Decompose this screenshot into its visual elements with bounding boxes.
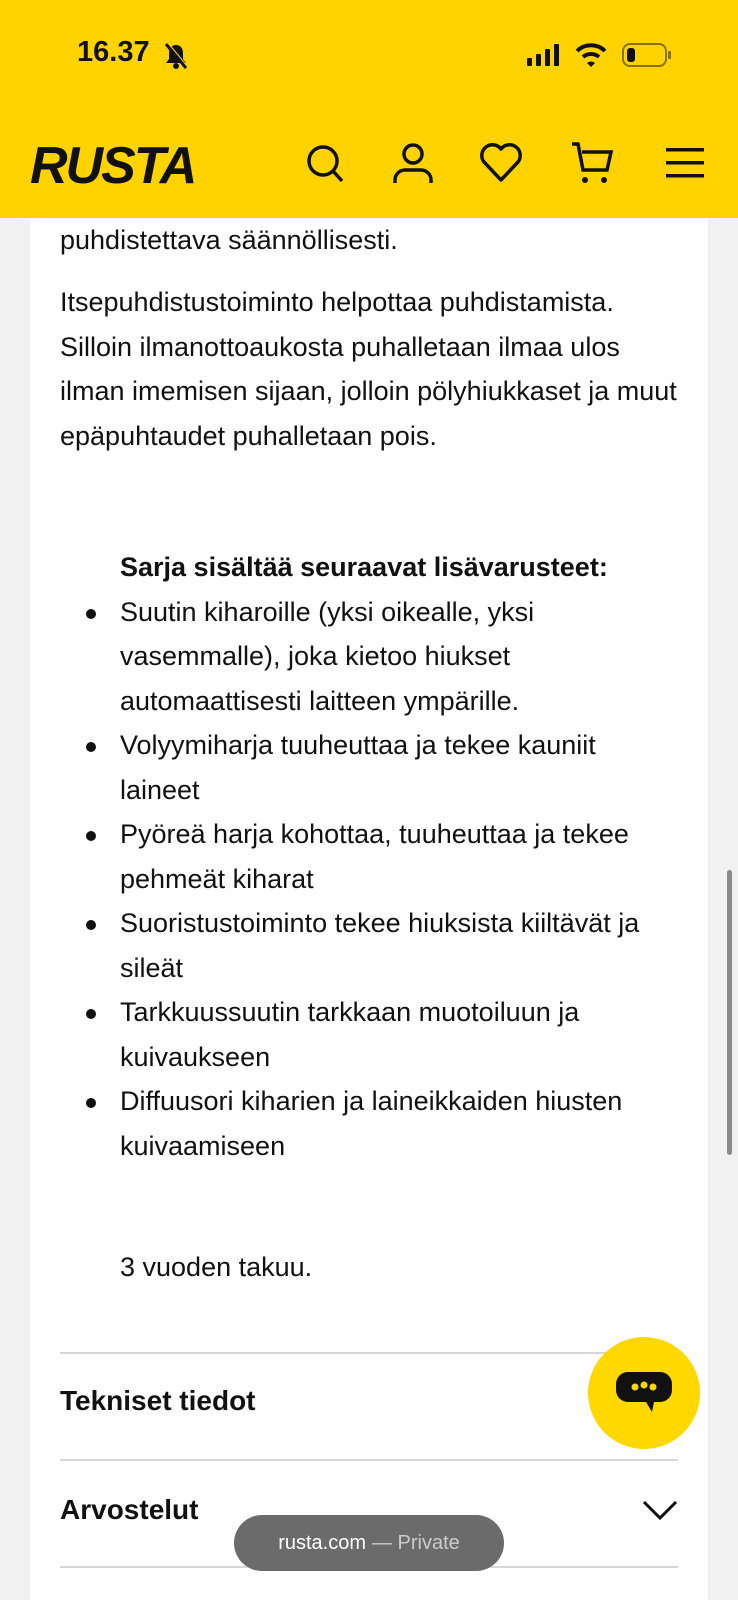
- battery-icon: [622, 42, 672, 68]
- chat-button[interactable]: [588, 1337, 700, 1449]
- accordion-label: Arvostelut: [60, 1494, 199, 1525]
- warranty-text: 3 vuoden takuu.: [120, 1252, 313, 1282]
- chevron-down-icon: [642, 1500, 678, 1522]
- bell-muted-icon: [163, 42, 189, 70]
- list-item: Volyymiharja tuuheuttaa ja tekee kauniit laineet: [60, 723, 680, 812]
- list-item: Pyöreä harja kohottaa, tuuheuttaa ja tekee pehmeät kiharat: [60, 812, 680, 901]
- list-item: Suoristustoiminto tekee hiuksista kiiltävät ja sileät: [60, 901, 680, 990]
- cart-icon[interactable]: [570, 140, 616, 186]
- status-time: 16.37: [77, 36, 150, 68]
- list-item: Suutin kiharoille (yksi oikealle, yksi vasemmalle), joka kietoo hiukset automaattisesti laitteen ympärille.: [60, 590, 680, 724]
- accessories-heading: Sarja sisältää seuraavat lisävarusteet:: [120, 552, 608, 582]
- accordion-label: Tekniset tiedot: [60, 1385, 256, 1416]
- private-mode-label: — Private: [372, 1531, 460, 1554]
- list-item: Diffuusori kiharien ja laineikkaiden hiusten kuivaamiseen: [60, 1079, 680, 1168]
- rusta-logo[interactable]: RUSTA: [30, 137, 196, 195]
- site-header: [0, 0, 738, 218]
- description-text-cut: puhdistettava säännöllisesti.: [60, 225, 398, 255]
- url-domain: rusta.com: [278, 1531, 366, 1554]
- accessories-list: [60, 545, 680, 1168]
- accordion-tekniset-tiedot[interactable]: [60, 1361, 678, 1441]
- divider: [60, 1352, 678, 1354]
- wifi-icon: [575, 42, 607, 68]
- signal-icon: [527, 44, 559, 66]
- browser-url-pill[interactable]: [234, 1515, 504, 1571]
- account-icon[interactable]: [390, 140, 436, 186]
- divider: [60, 1459, 678, 1461]
- list-item: Tarkkuussuutin tarkkaan muotoiluun ja kuivaukseen: [60, 990, 680, 1079]
- heart-icon[interactable]: [478, 140, 524, 186]
- scrollbar[interactable]: [727, 870, 732, 1155]
- search-icon[interactable]: [302, 140, 348, 186]
- chat-bubble-icon: [614, 1370, 674, 1416]
- menu-icon[interactable]: [662, 140, 708, 186]
- description-paragraph: Itsepuhdistustoiminto helpottaa puhdistamista. Silloin ilmanottoaukosta puhalletaan ilmaa ulos ilman imemisen sijaan, jolloin pölyhiukkaset ja muut epäpuhtaudet puhalletaan pois.: [60, 287, 677, 451]
